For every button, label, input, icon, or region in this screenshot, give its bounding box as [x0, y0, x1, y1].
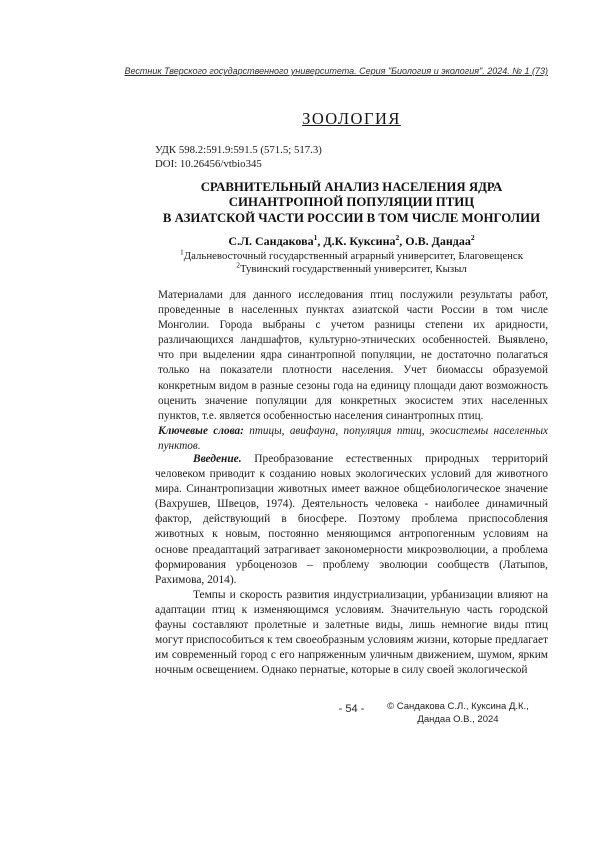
page-number: - 54 -: [338, 703, 365, 715]
keywords-line: [158, 424, 548, 454]
journal-header-text: Вестник Тверского государственного университета. Серия "Биология и экология". 2024. № 1 (73): [124, 66, 548, 76]
article-body: [155, 452, 548, 678]
introduction-heading: Введение.: [193, 453, 242, 465]
doi-line: DOI: 10.26456/vtbio345: [155, 157, 262, 170]
article-title: [155, 180, 548, 226]
udc-line: УДК 598.2:591.9:591.5 (571.5; 517.3): [155, 144, 322, 156]
introduction-paragraph: [155, 452, 548, 588]
author-separator: ,: [399, 234, 406, 248]
author-superscript: 1: [313, 233, 318, 242]
affiliation-superscript: 1: [180, 247, 184, 257]
authors-line: [155, 234, 548, 249]
affiliation-text: Дальневосточный государственный аграрный университет, Благовещенск: [183, 250, 523, 262]
author-name: О.В. Дандаа: [405, 234, 471, 248]
abstract-block: [158, 288, 548, 454]
title-line: СРАВНИТЕЛЬНЫЙ АНАЛИЗ НАСЕЛЕНИЯ ЯДРА: [200, 180, 503, 194]
affiliation-line: [155, 260, 548, 276]
body-paragraph: Темпы и скорость развития индустриализации, урбанизации влияют на адаптации птиц к изменяющимся условиям. Значительную часть городской фауны составляют пролетные и залетные виды, лишь немногие виды птиц могут приспособиться к тем своеобразным условиям жизни, которые предлагает им современный город с его напряженным уличным движением, шумом, ярким ночным освещением. Однако пернатые, которые в силу своей экологической: [155, 588, 548, 677]
author-superscript: 2: [470, 233, 475, 242]
introduction-text: Преобразование естественных природных территорий человеком приводит к созданию новых экологических условий для животного мира. Синантропизации животных имеет важное общебиологическое значение (Вахрушев, Швецов, 1974). Деятельность человека - наиболее динамичный фактор, действующий в биосфере. Поэтому проблема приспособления животных к новым, постоянно меняющимся антропогенным условиям на основе преадаптаций затрагивает закономерности микроэволюции, а проблема формирования урбоценозов – проблему эволюции сообществ (Латыпов, Рахимова, 2014).: [155, 453, 548, 586]
affiliation-line: [155, 247, 548, 263]
affiliation-superscript: 2: [236, 260, 240, 270]
affiliations-block: [155, 247, 548, 276]
copyright-notice: [380, 700, 536, 726]
title-line: В АЗИАТСКОЙ ЧАСТИ РОССИИ В ТОМ ЧИСЛЕ МОНГОЛИИ: [162, 210, 541, 225]
author-separator: ,: [317, 234, 324, 248]
affiliation-text: Тувинский государственный университет, Кызыл: [239, 263, 467, 275]
abstract-text: Материалами для данного исследования птиц послужили результаты работ, проведенные в населенных пунктах азиатской части России в том числе Монголии. Города выбраны с учетом разницы степени их аридности, различающихся ландшафтов, культурно-этнических особенностей. Выявлено, что при выделении ядра синантропной популяции, не достаточно полагаться только на показатели плотности населения. Учет биомассы образуемой конкретным видом в разные сезоны года на единицу площади дают возможность оценить значение популяции для конкретных экосистем этих населенных пунктов, т.е. является особенностью населения синантропных птиц.: [158, 289, 548, 422]
journal-header: [52, 66, 548, 76]
keywords-text: птицы, авифауна, популяция птиц, экосистемы населенных пунктов.: [158, 424, 548, 452]
udc-doi-block: [155, 144, 322, 171]
copyright-line: Дандаа О.В., 2024: [417, 714, 499, 725]
section-heading-text: ЗООЛОГИЯ: [302, 109, 401, 128]
copyright-line: © Сандакова С.Л., Куксина Д.К.,: [387, 701, 529, 712]
author-name: Д.К. Куксина: [323, 234, 396, 248]
keywords-label: Ключевые слова:: [158, 424, 244, 437]
author-superscript: 2: [395, 233, 400, 242]
author-name: С.Л. Сандакова: [228, 234, 314, 248]
section-heading: [155, 109, 548, 129]
title-line: СИНАНТРОПНОЙ ПОПУЛЯЦИИ ПТИЦ: [228, 195, 475, 210]
